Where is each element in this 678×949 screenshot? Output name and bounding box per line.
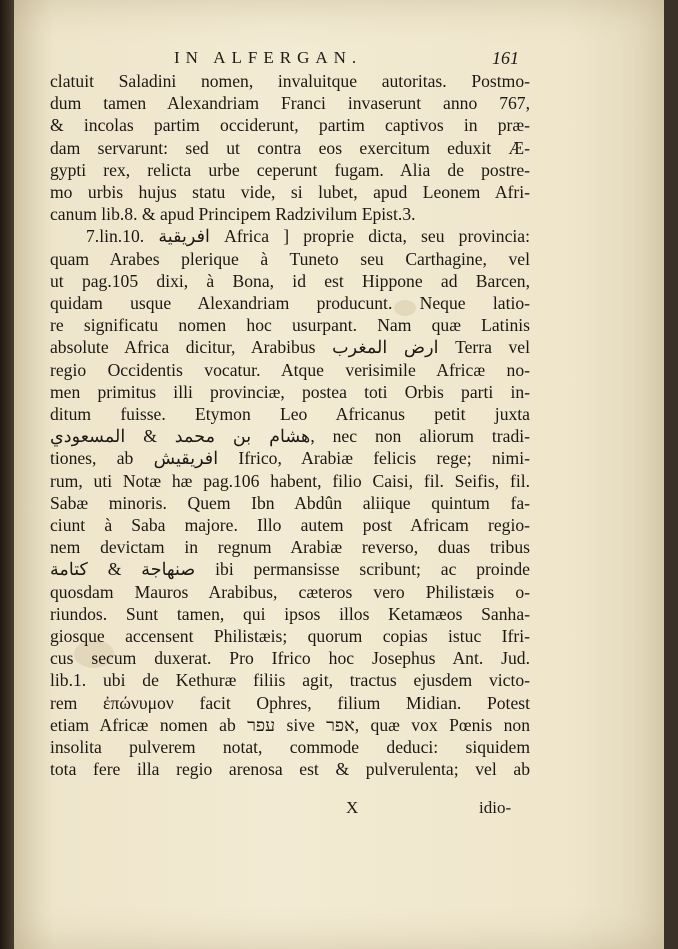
text-line: absolute Africa dicitur, Arabibus ارض المغرب Terra vel [50,337,530,358]
text-line: صنهاجة & كتامة ibi permansisse scribunt; ac proinde [50,559,530,580]
text-line: mo urbis hujus statu vide, si lubet, apud Leonem Afri- [50,182,530,203]
text-line: nem devictam in regnum Arabiæ reverso, duas tribus [50,537,530,558]
text-line: tota fere illa regio arenosa est & pulverulenta; vel ab [50,759,530,780]
page-header [14,48,664,72]
book-page [14,0,664,949]
running-title: IN ALFERGAN. [174,48,363,67]
binding-gutter [0,0,14,949]
page-number: 161 [492,48,519,68]
text-line: quidam usque Alexandriam producunt. Neque latio- [50,293,530,314]
page-footer [14,798,664,822]
text-line: re significatu nomen hoc usurpant. Nam quæ Latinis [50,315,530,336]
text-line: هشام بن محمد & المسعودي, nec non aliorum tradi- [50,426,530,447]
text-line: dum tamen Alexandriam Franci invaserunt anno 767, [50,93,530,114]
text-line: clatuit Saladini nomen, invaluitque autoritas. Postmo- [50,71,530,91]
text-line: & incolas partim occiderunt, partim captivos in præ- [50,115,530,136]
text-line: dam servarunt: sed ut contra eos exercitum eduxit Æ- [50,137,530,158]
signature-mark: X [346,798,359,817]
text-line: cus secum duxerat. Pro Ifrico hoc Josephus Ant. Jud. [50,648,530,669]
text-line: ut pag.105 dixi, à Bona, id est Hippone ad Barcen, [50,270,530,291]
text-line: quam Arabes plerique à Tuneto seu Carthagine, vel [50,248,530,269]
body-text [50,70,530,781]
text-line: quosdam Mauros Arabibus, cæteros vero Philistæis o- [50,581,530,602]
text-line: riundos. Sunt tamen, qui ipsos illos Ketamæos Sanha- [50,603,530,624]
text-line: Sabæ minoris. Quem Ibn Abdûn aliique quintum fa- [50,492,530,513]
text-line: canum lib.8. & apud Principem Radzivilum Epist.3. [50,204,416,225]
text-line: insolita pulverem notat, commode deduci: siquidem [50,737,530,758]
text-line: tiones, ab افريقيش Ifrico, Arabiæ felicis rege; nimi- [50,448,530,469]
text-line: lib.1. ubi de Kethuræ filiis agit, tractus ejusdem victo- [50,670,530,691]
catchword: idio- [479,798,512,817]
text-line: regio Occidentis vocatur. Atque verisimile Africæ no- [50,359,530,380]
text-line: etiam Africæ nomen ab עפר sive אפר, quæ vox Pœnis non [50,714,530,735]
text-line: 7.lin.10. افريقية Africa ] proprie dicta, seu provincia: [86,226,531,247]
text-line: ditum fuisse. Etymon Leo Africanus petit juxta [50,404,530,425]
text-line: rem ἐπώνυμον facit Ophres, filium Midian. Potest [50,692,530,713]
text-line: gypti rex, relicta urbe ceperunt fugam. Alia de postre- [50,159,530,180]
text-line: giosque accensent Philistæis; quorum copias istuc Ifri- [50,626,530,647]
text-line: rum, uti Notæ hæ pag.106 habent, filio Caisi, fil. Seifis, fil. [50,470,530,491]
text-line: men primitus illi provinciæ, postea toti Orbis parti in- [50,381,530,402]
text-line: ciunt à Saba majore. Illo autem post Africam regio- [50,515,530,536]
